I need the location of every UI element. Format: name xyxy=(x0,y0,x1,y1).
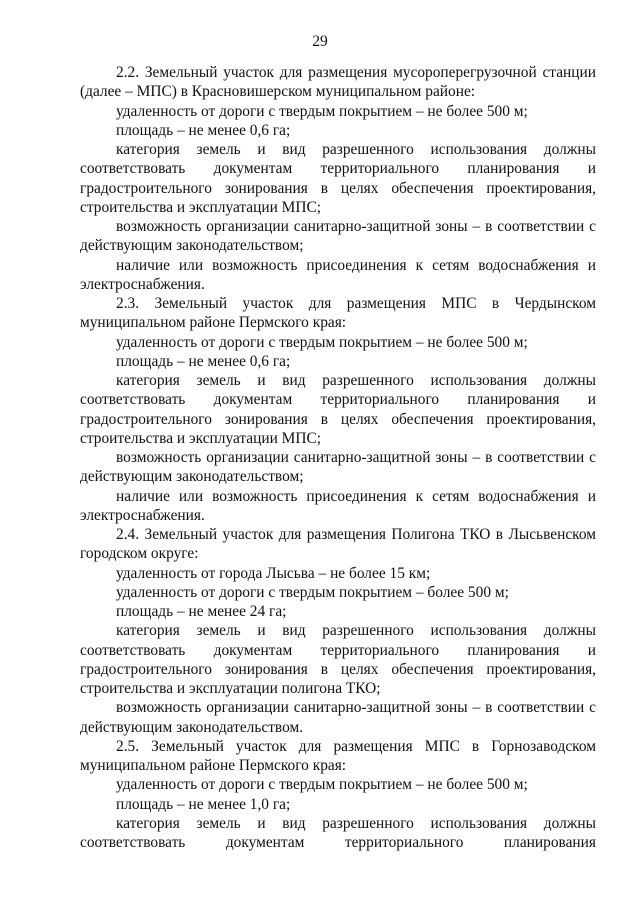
requirement-sanitary-zone: возможность организации санитарно-защитной зоны – в соответствии с действующим законодательством. xyxy=(80,699,596,736)
requirement-road-distance: удаленность от дороги с твердым покрытием – более 500 м; xyxy=(116,583,509,601)
requirement-land-category: категория земель и вид разрешенного использования должны соответствовать документам территориального планирования и градостроительного зонирования в целях обеспечения проектирования, строительства и эксплуатации МПС; xyxy=(80,141,596,216)
requirement-area: площадь – не менее 0,6 га; xyxy=(116,352,291,370)
requirement-area: площадь – не менее 1,0 га; xyxy=(116,795,291,813)
requirement-city-distance: удаленность от города Лысьва – не более 15 км; xyxy=(116,564,431,582)
section-2-3-heading: 2.3. Земельный участок для размещения МПС в Чердынском муниципальном районе Пермского края: xyxy=(80,295,596,332)
requirement-land-category: категория земель и вид разрешенного использования должны соответствовать документам территориального планирования xyxy=(80,814,596,851)
requirement-road-distance: удаленность от дороги с твердым покрытием – не более 500 м; xyxy=(116,102,528,120)
requirement-road-distance: удаленность от дороги с твердым покрытием – не более 500 м; xyxy=(116,776,528,794)
requirement-area: площадь – не менее 24 га; xyxy=(116,603,287,620)
requirement-land-category: категория земель и вид разрешенного использования должны соответствовать документам территориального планирования и градостроительного зонирования в целях обеспечения проектирования, строительства и эксплуатации полигона ТКО; xyxy=(80,622,596,697)
section-2-4-heading: 2.4. Земельный участок для размещения Полигона ТКО в Лысьвенском городском округе: xyxy=(80,526,596,563)
section-2-2-heading: 2.2. Земельный участок для размещения мусороперегрузочной станции (далее – МПС) в Красновишерском муниципальном районе: xyxy=(80,64,596,101)
page-number: 29 xyxy=(312,33,328,50)
document-body xyxy=(80,63,596,852)
requirement-utilities: наличие или возможность присоединения к сетям водоснабжения и электроснабжения. xyxy=(80,256,596,293)
requirement-utilities: наличие или возможность присоединения к сетям водоснабжения и электроснабжения. xyxy=(80,487,596,524)
requirement-sanitary-zone: возможность организации санитарно-защитной зоны – в соответствии с действующим законодательством; xyxy=(80,218,596,255)
requirement-area: площадь – не менее 0,6 га; xyxy=(116,121,291,139)
section-2-5-heading: 2.5. Земельный участок для размещения МПС в Горнозаводском муниципальном районе Пермского края: xyxy=(80,737,596,774)
requirement-land-category: категория земель и вид разрешенного использования должны соответствовать документам территориального планирования и градостроительного зонирования в целях обеспечения проектирования, строительства и эксплуатации МПС; xyxy=(80,372,596,447)
requirement-sanitary-zone: возможность организации санитарно-защитной зоны – в соответствии с действующим законодательством; xyxy=(80,449,596,486)
requirement-road-distance: удаленность от дороги с твердым покрытием – не более 500 м; xyxy=(116,333,528,351)
